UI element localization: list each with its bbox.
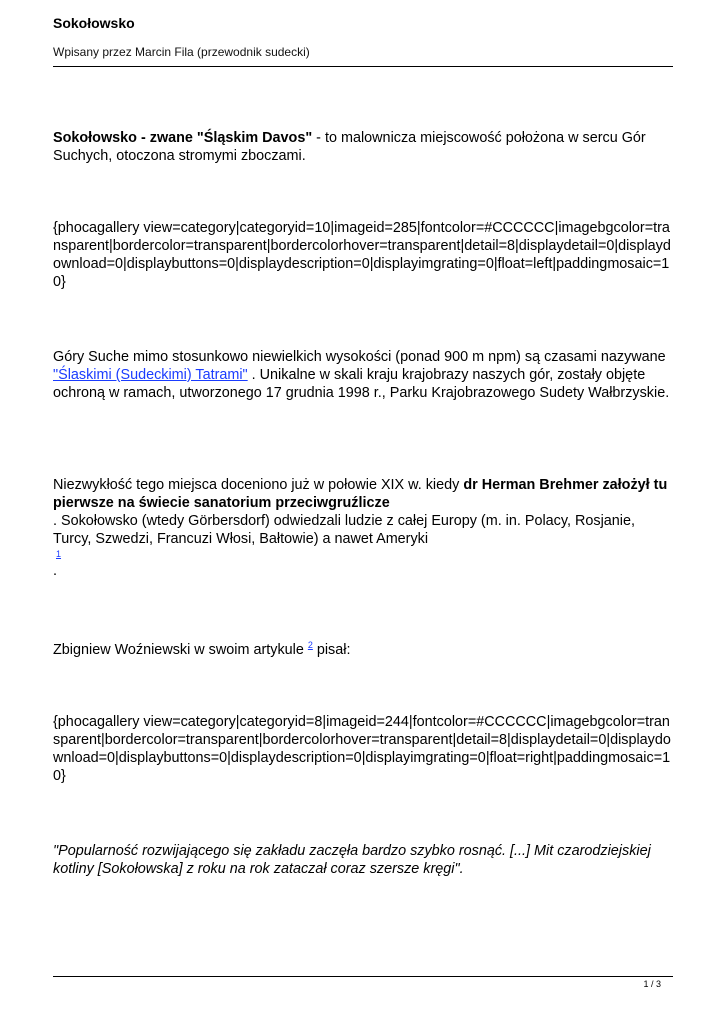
mountains-text-end: . Unikalne w skali kraju krajobrazy naszych gór, zostały objęte ochroną w ramach, utworzonego 17 grudnia 1998 r., Parku Krajobrazowego Sudety Wałbrzyskie. [53,367,670,401]
history-paragraph [53,476,675,580]
page-number: 1 / 3 [643,979,661,989]
header-divider [53,66,673,67]
mountains-paragraph [53,348,675,402]
footnote-1-link[interactable]: 1 [56,549,62,559]
brehmer-highlight: dr Herman Brehmer założył tu pierwsze na świecie sanatorium przeciwgruźlicze [53,477,668,511]
document-title: Sokołowsko [53,15,135,31]
article-text-end: pisał: [312,642,351,658]
footnote-2-link[interactable]: 2 [307,640,313,651]
gallery-placeholder-2: {phocagallery view=category|categoryid=8|imageid=244|fontcolor=#CCCCCC|imagebgcolor=transparent|bordercolor=transparent|bordercolorhover=transparent|detail=8|displaydetail=0|displaydownload=0|displaybuttons=0|displaydescription=0|displayimgrating=0|float=right|paddingmosaic=10} [53,714,671,784]
intro-paragraph [53,129,675,165]
intro-lead: Sokołowsko - zwane "Śląskim Davos" [53,130,313,146]
mountains-text-start: Góry Suche mimo stosunkowo niewielkich wysokości (ponad 900 m npm) są czasami nazywane [53,349,666,365]
history-text-start: Niezwykłość tego miejsca doceniono już w połowie XIX w. kiedy [53,477,464,493]
gallery-placeholder-1: {phocagallery view=category|categoryid=10|imageid=285|fontcolor=#CCCCCC|imagebgcolor=transparent|bordercolor=transparent|bordercolorhover=transparent|detail=8|displaydetail=0|displaydownload=0|displaybuttons=0|displaydescription=0|displayimgrating=0|float=left|paddingmosaic=10} [53,220,671,290]
page-header [53,14,673,60]
document-author-line: Wpisany przez Marcin Fila (przewodnik sudecki) [53,45,310,59]
article-paragraph [53,641,675,659]
quote-paragraph: "Popularność rozwijającego się zakładu zaczęła bardzo szybko rosnąć. [...] Mit czarodziejskiej kotliny [Sokołowska] z roku na rok zataczał coraz szersze kręgi". [53,843,651,877]
history-text-end: . Sokołowsko (wtedy Görbersdorf) odwiedzali ludzie z całej Europy (m. in. Polacy, Rosjanie, Turcy, Szwedzi, Francuzi Włosi, Bałtowie) a nawet Ameryki [53,513,635,547]
article-text-start: Zbigniew Woźniewski w swoim artykule [53,642,308,658]
history-period: . [53,563,57,579]
footer-divider [53,976,673,977]
intro-text: - to malownicza miejscowość położona w sercu Gór Suchych, otoczona stromymi zboczami. [53,130,646,164]
silesian-tatras-link[interactable]: "Ślaskimi (Sudeckimi) Tatrami" [53,367,248,383]
